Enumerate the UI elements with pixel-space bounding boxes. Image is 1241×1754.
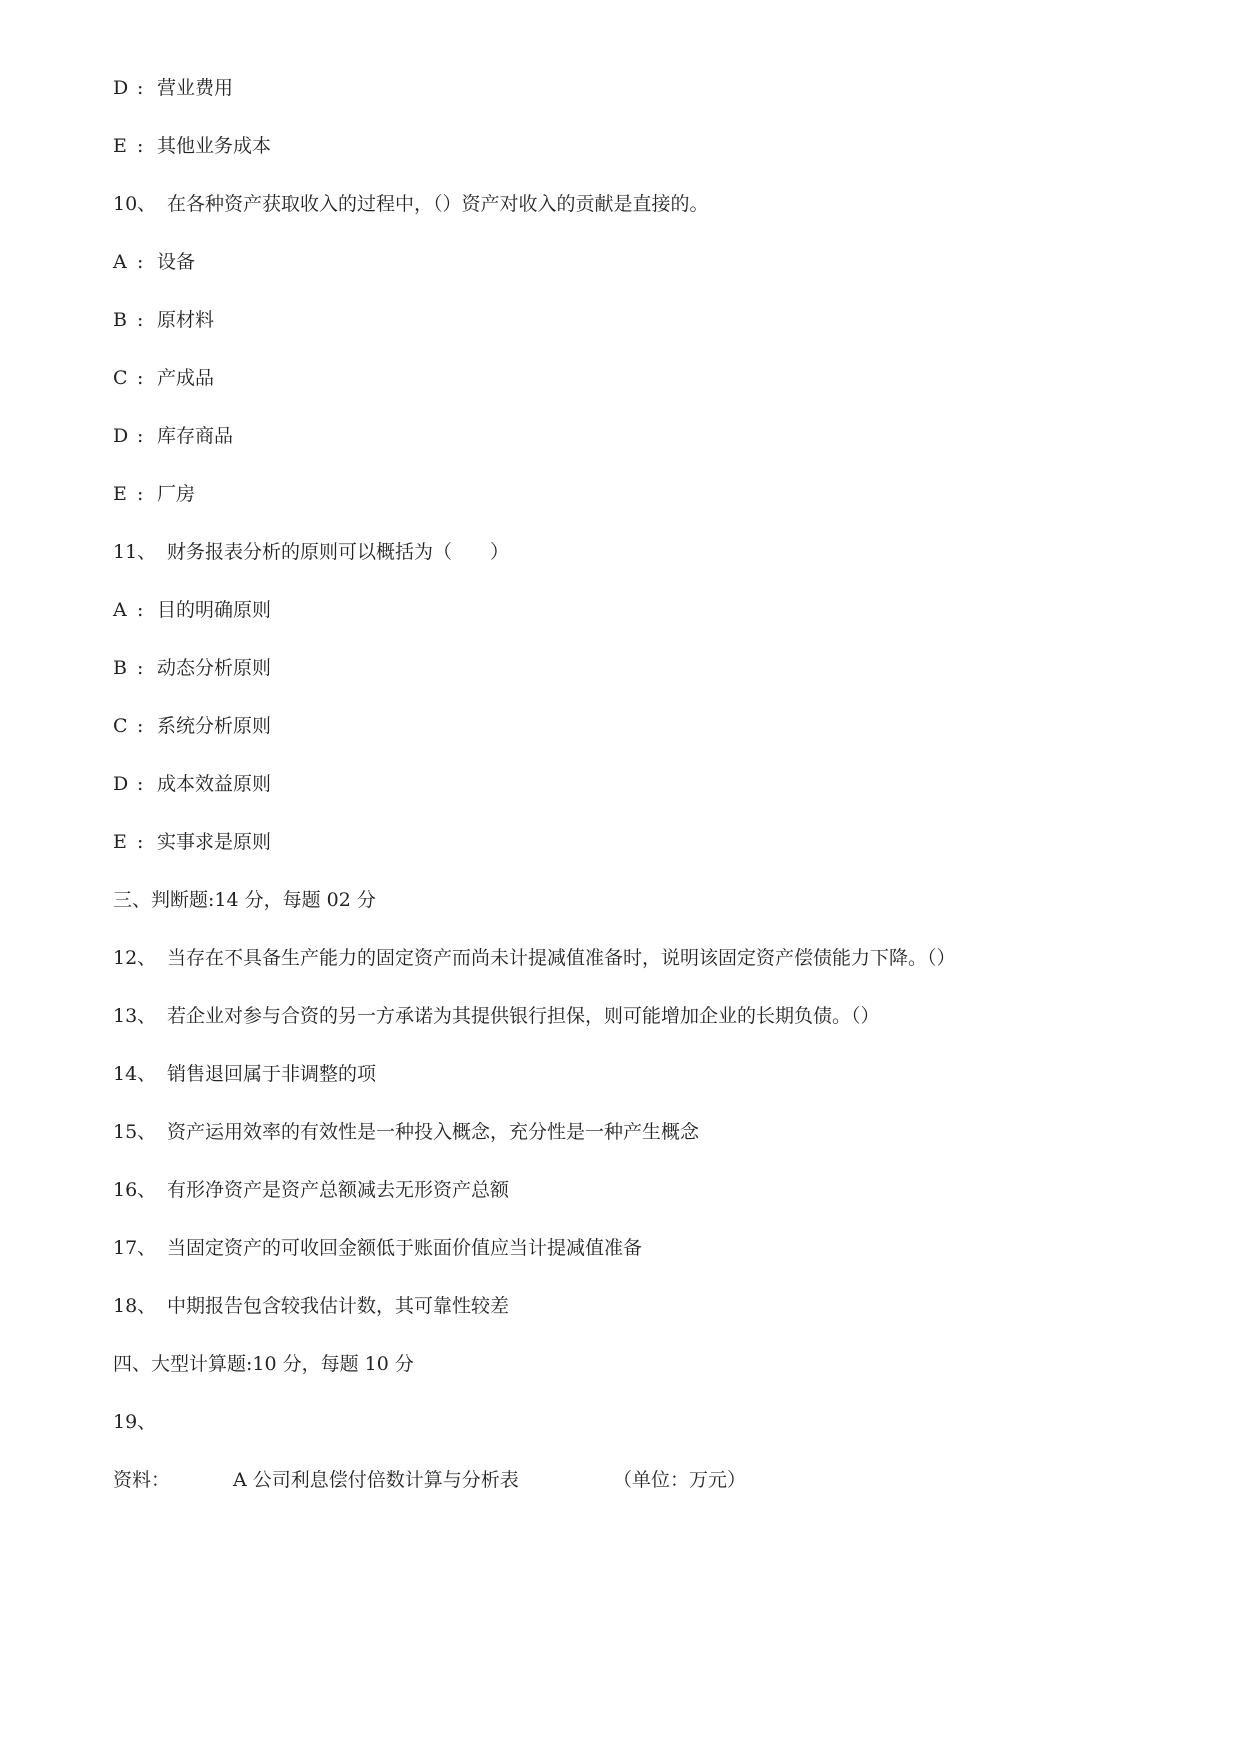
option-text: 原材料 bbox=[157, 309, 215, 331]
option-text: 厂房 bbox=[157, 483, 196, 505]
question-11 bbox=[113, 539, 509, 565]
material-unit: （单位：万元） bbox=[613, 1469, 747, 1491]
option-letter: B bbox=[113, 309, 127, 331]
question-number: 14、 bbox=[113, 1063, 157, 1085]
option-q11-d bbox=[113, 771, 271, 797]
question-number: 12、 bbox=[113, 947, 157, 969]
question-text: 若企业对参与合资的另一方承诺为其提供银行担保，则可能增加企业的长期负债。（） bbox=[167, 1005, 880, 1027]
option-separator: : bbox=[137, 425, 144, 447]
option-q11-e bbox=[113, 829, 271, 855]
option-q9-e bbox=[113, 133, 271, 159]
option-q11-c bbox=[113, 713, 271, 739]
option-letter: C bbox=[113, 715, 128, 737]
option-separator: : bbox=[137, 251, 144, 273]
material-line bbox=[113, 1467, 746, 1493]
option-q11-b bbox=[113, 655, 271, 681]
option-q10-a bbox=[113, 249, 195, 275]
option-q10-c bbox=[113, 365, 214, 391]
option-text: 营业费用 bbox=[157, 77, 234, 99]
question-14 bbox=[113, 1061, 376, 1087]
question-17 bbox=[113, 1235, 642, 1261]
question-text: 销售退回属于非调整的项 bbox=[167, 1063, 377, 1085]
option-separator: : bbox=[137, 367, 144, 389]
material-title: A 公司利息偿付倍数计算与分析表 bbox=[233, 1469, 519, 1491]
option-separator: : bbox=[137, 135, 144, 157]
question-16 bbox=[113, 1177, 509, 1203]
option-separator: : bbox=[137, 599, 144, 621]
option-letter: E bbox=[113, 483, 127, 505]
question-text: 财务报表分析的原则可以概括为（ ） bbox=[167, 541, 510, 563]
question-number: 19、 bbox=[113, 1411, 157, 1433]
option-q9-d bbox=[113, 75, 233, 101]
option-separator: : bbox=[137, 309, 144, 331]
question-text: 当固定资产的可收回金额低于账面价值应当计提减值准备 bbox=[167, 1237, 643, 1259]
option-letter: E bbox=[113, 135, 127, 157]
material-label: 资料： bbox=[113, 1469, 171, 1491]
section-heading-judgment: 三、判断题:14 分，每题 02 分 bbox=[113, 889, 376, 911]
option-text: 实事求是原则 bbox=[157, 831, 272, 853]
option-letter: E bbox=[113, 831, 127, 853]
question-19 bbox=[113, 1409, 156, 1435]
question-18 bbox=[113, 1293, 509, 1319]
option-text: 设备 bbox=[157, 251, 196, 273]
option-text: 目的明确原则 bbox=[157, 599, 272, 621]
question-15 bbox=[113, 1119, 699, 1145]
question-12 bbox=[113, 945, 956, 971]
question-text: 有形净资产是资产总额减去无形资产总额 bbox=[167, 1179, 510, 1201]
question-text: 在各种资产获取收入的过程中，（）资产对收入的贡献是直接的。 bbox=[167, 193, 709, 215]
question-number: 18、 bbox=[113, 1295, 157, 1317]
option-q10-e bbox=[113, 481, 195, 507]
option-separator: : bbox=[137, 657, 144, 679]
option-letter: A bbox=[113, 251, 127, 273]
option-letter: D bbox=[113, 425, 129, 447]
option-text: 产成品 bbox=[157, 367, 215, 389]
option-letter: C bbox=[113, 367, 128, 389]
option-q10-b bbox=[113, 307, 214, 333]
option-text: 动态分析原则 bbox=[157, 657, 272, 679]
question-text: 资产运用效率的有效性是一种投入概念，充分性是一种产生概念 bbox=[167, 1121, 700, 1143]
option-letter: D bbox=[113, 77, 129, 99]
option-letter: B bbox=[113, 657, 127, 679]
option-text: 其他业务成本 bbox=[157, 135, 272, 157]
question-number: 11、 bbox=[113, 541, 157, 563]
option-separator: : bbox=[137, 483, 144, 505]
question-number: 10、 bbox=[113, 193, 157, 215]
question-number: 17、 bbox=[113, 1237, 157, 1259]
option-text: 库存商品 bbox=[157, 425, 234, 447]
question-text: 中期报告包含较我估计数，其可靠性较差 bbox=[167, 1295, 510, 1317]
option-separator: : bbox=[137, 773, 144, 795]
question-text: 当存在不具备生产能力的固定资产而尚未计提减值准备时，说明该固定资产偿债能力下降。（） bbox=[167, 947, 956, 969]
question-13 bbox=[113, 1003, 880, 1029]
option-separator: : bbox=[137, 77, 144, 99]
question-10 bbox=[113, 191, 709, 217]
option-separator: : bbox=[137, 831, 144, 853]
question-number: 15、 bbox=[113, 1121, 157, 1143]
section-heading-calculation: 四、大型计算题:10 分，每题 10 分 bbox=[113, 1353, 414, 1375]
option-q10-d bbox=[113, 423, 233, 449]
option-text: 系统分析原则 bbox=[157, 715, 272, 737]
question-number: 13、 bbox=[113, 1005, 157, 1027]
question-number: 16、 bbox=[113, 1179, 157, 1201]
option-separator: : bbox=[137, 715, 144, 737]
option-q11-a bbox=[113, 597, 271, 623]
option-letter: D bbox=[113, 773, 129, 795]
option-text: 成本效益原则 bbox=[157, 773, 272, 795]
option-letter: A bbox=[113, 599, 127, 621]
